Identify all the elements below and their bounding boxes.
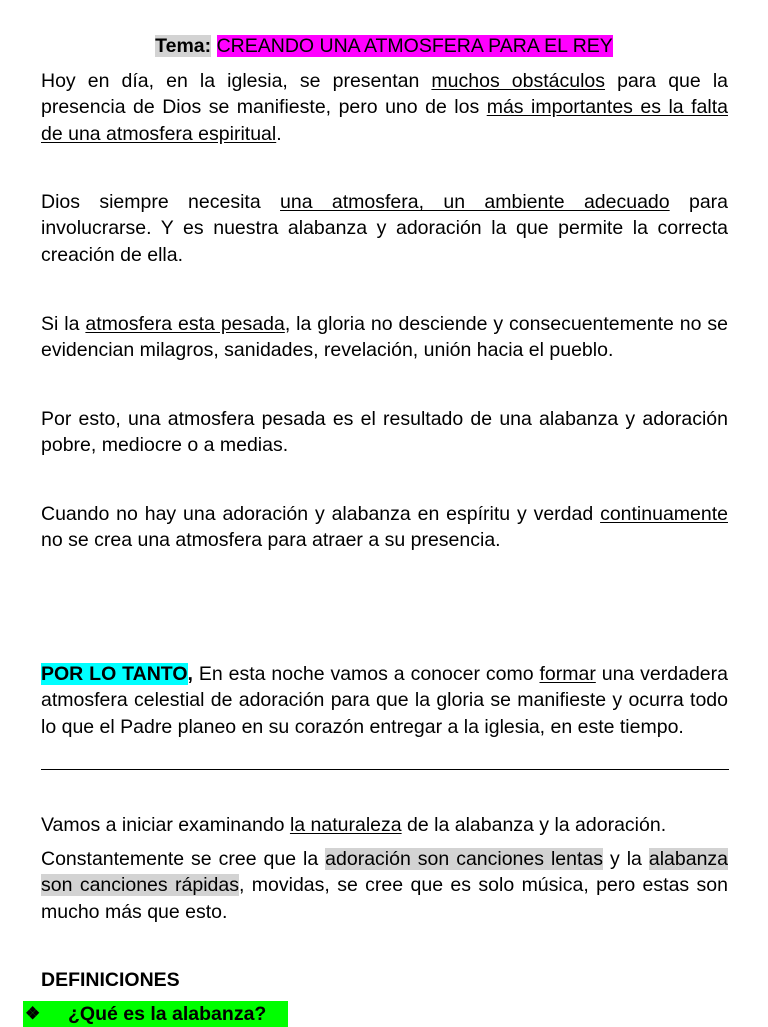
question-what-is-praise bbox=[23, 1001, 288, 1027]
diamond-bullet-icon: ❖ bbox=[25, 1004, 41, 1023]
underlined-phrase: continuamente bbox=[600, 503, 728, 525]
text-segment: Dios siempre necesita bbox=[41, 191, 281, 213]
text-segment: Hoy en día, en la iglesia, se presentan bbox=[41, 70, 432, 92]
document-title bbox=[0, 33, 768, 59]
paragraph-misconception bbox=[41, 846, 728, 925]
paragraph-nature bbox=[41, 812, 728, 838]
definitions-heading: DEFINICIONES bbox=[41, 969, 180, 991]
text-segment: y la bbox=[603, 848, 649, 870]
text-segment: para involucrarse. Y es nuestra alabanza y adoración la que permite la correcta creación de ella. bbox=[41, 191, 729, 266]
title-topic: CREANDO UNA ATMOSFERA PARA EL REY bbox=[216, 35, 613, 57]
bold-comma: , bbox=[187, 663, 193, 685]
paragraph-intro bbox=[41, 68, 728, 147]
text-segment: Cuando no hay una adoración y alabanza en espíritu y verdad bbox=[41, 503, 601, 525]
highlighted-phrase: adoración son canciones lentas bbox=[325, 848, 604, 870]
paragraph-result bbox=[41, 406, 728, 459]
highlight-por-lo-tanto: POR LO TANTO bbox=[41, 663, 188, 685]
text-segment: Vamos a iniciar examinando bbox=[41, 814, 290, 836]
underlined-phrase: atmosfera esta pesada bbox=[85, 313, 285, 335]
text-segment: , la gloria no desciende y consecuentemente no se evidencian milagros, sanidades, revelación, unión hacia el pueblo. bbox=[41, 313, 728, 362]
highlighted-phrase: alabanza son canciones rápidas bbox=[41, 848, 729, 897]
paragraph-por-lo-tanto bbox=[41, 661, 728, 740]
paragraph-continuous-worship bbox=[41, 501, 728, 554]
horizontal-divider bbox=[41, 769, 729, 770]
text-segment: En esta noche vamos a conocer como bbox=[192, 663, 540, 685]
paragraph-heavy-atmosphere bbox=[41, 311, 728, 364]
text-segment: , movidas, se cree que es solo música, pero estas son mucho más que esto. bbox=[41, 874, 728, 923]
underlined-phrase: la naturaleza bbox=[289, 814, 402, 836]
underlined-phrase: una atmosfera, un ambiente adecuado bbox=[280, 191, 670, 213]
text-segment: Por esto, una atmosfera pesada es el resultado de una alabanza y adoración pobre, mediocre o a medias. bbox=[41, 408, 728, 457]
underlined-phrase: más importantes es la falta de una atmosfera espiritual bbox=[41, 96, 728, 145]
text-segment: Constantemente se cree que la bbox=[41, 848, 326, 870]
text-segment: . bbox=[276, 122, 282, 145]
text-segment: Si la bbox=[41, 313, 86, 335]
text-segment: no se crea una atmosfera para atraer a su presencia. bbox=[41, 529, 501, 552]
text-segment: para que la presencia de Dios se manifieste, pero uno de los bbox=[41, 70, 728, 119]
underlined-phrase: muchos obstáculos bbox=[431, 70, 606, 92]
paragraph-god-needs-atmosphere bbox=[41, 189, 728, 268]
text-segment: una verdadera atmosfera celestial de adoración para que la gloria se manifieste y ocurra todo lo que el Padre planeo en su corazón entregar a la iglesia, en este tiempo. bbox=[41, 663, 728, 738]
question-text: ¿Qué es la alabanza? bbox=[68, 1003, 267, 1025]
text-segment: de la alabanza y la adoración. bbox=[401, 814, 667, 836]
underlined-phrase: formar bbox=[539, 663, 596, 685]
title-label: Tema: bbox=[155, 35, 212, 57]
